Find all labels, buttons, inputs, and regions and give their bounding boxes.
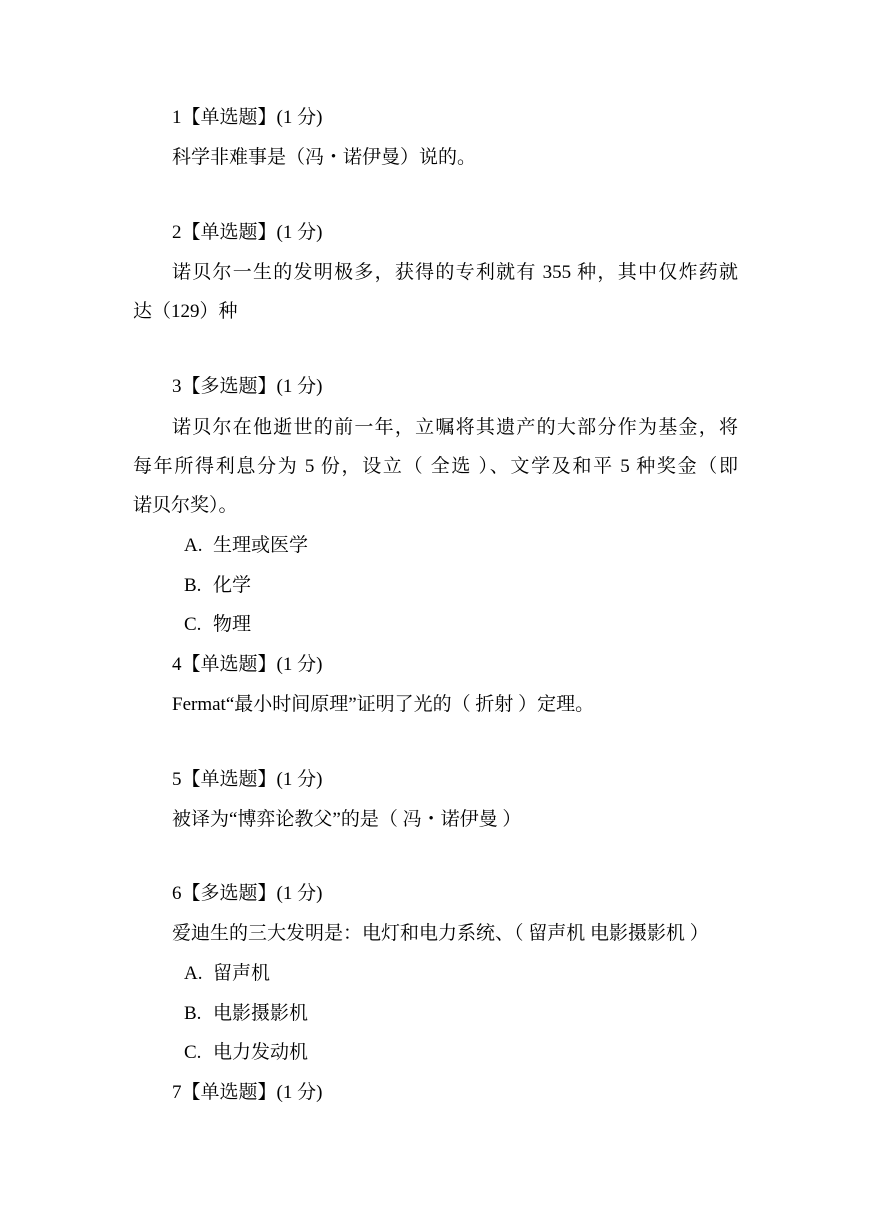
option-letter: C. — [184, 1042, 202, 1063]
question-6-option-a — [184, 962, 270, 986]
question-6-option-b — [184, 1002, 308, 1026]
question-2-text-line-1: 诺贝尔一生的发明极多，获得的专利就有 355 种，其中仅炸药就 — [172, 262, 738, 283]
question-5-header: 5【单选题】(1 分) — [172, 769, 323, 790]
option-text: 电影摄影机 — [213, 1003, 309, 1024]
question-3-text-line-3: 诺贝尔奖）。 — [133, 495, 238, 516]
question-1-text: 科学非难事是（冯・诺伊曼）说的。 — [172, 147, 477, 168]
option-text: 电力发动机 — [213, 1042, 309, 1063]
option-letter: A. — [184, 963, 203, 984]
question-1-header: 1【单选题】(1 分) — [172, 107, 323, 128]
question-4-text: Fermat“最小时间原理”证明了光的（ 折射 ）定理。 — [172, 694, 595, 715]
option-letter: B. — [184, 1003, 202, 1024]
question-3-header: 3【多选题】(1 分) — [172, 376, 323, 397]
question-6-text: 爱迪生的三大发明是：电灯和电力系统、（ 留声机 电影摄影机 ） — [172, 923, 709, 944]
question-3-option-b — [184, 574, 251, 598]
question-4-header: 4【单选题】(1 分) — [172, 654, 323, 675]
question-3-text-line-1: 诺贝尔在他逝世的前一年，立嘱将其遗产的大部分作为基金，将 — [172, 417, 738, 438]
question-3-text-line-2: 每年所得利息分为 5 份，设立（ 全选 ）、文学及和平 5 种奖金（即 — [133, 456, 738, 477]
question-6-header: 6【多选题】(1 分) — [172, 883, 323, 904]
option-text: 物理 — [213, 614, 252, 635]
option-letter: A. — [184, 535, 203, 556]
option-text: 生理或医学 — [213, 535, 309, 556]
question-7-header: 7【单选题】(1 分) — [172, 1082, 323, 1103]
option-text: 留声机 — [213, 963, 271, 984]
question-2-header: 2【单选题】(1 分) — [172, 222, 323, 243]
option-letter: C. — [184, 614, 202, 635]
question-3-option-a — [184, 534, 308, 558]
question-6-option-c — [184, 1041, 308, 1065]
question-5-text: 被译为“博弈论教父”的是（ 冯・诺伊曼 ） — [172, 809, 522, 830]
option-letter: B. — [184, 575, 202, 596]
question-3-option-c — [184, 613, 251, 637]
question-2-text-line-2: 达（129）种 — [133, 301, 238, 322]
option-text: 化学 — [213, 575, 252, 596]
